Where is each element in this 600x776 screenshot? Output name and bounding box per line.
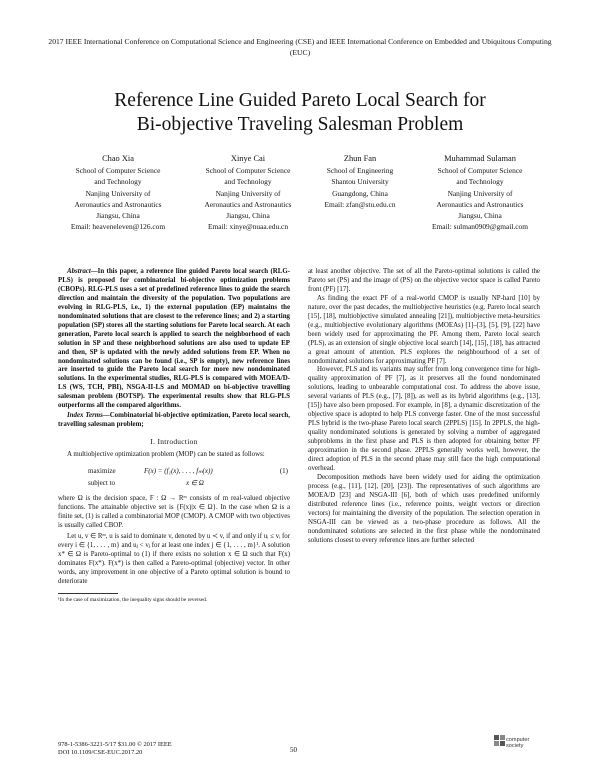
author-affil: Jiangsu, China xyxy=(458,211,502,221)
eq-constraint: x ∈ Ω xyxy=(186,479,204,488)
author-affil: Nanjing University of xyxy=(215,188,281,198)
intro-paragraph-3: Let u, v ∈ Rᵐ, u is said to dominate v, denoted by u ≺ v, if and only if uᵢ ≤ vᵢ for every i ∈ {1, . . . , m} and uⱼ < vⱼ for at least one index j ∈ {1, . . . , m}¹. A solution x* ∈ Ω is Pareto-optimal to (1) if there exists no solution x ∈ Ω such that F(x) dominates F(x*). F(x*) is then called a Pareto-optimal (objective) vector. In other words, any improvement in one objective of a Pareto optimal solution is bound to deteriorate xyxy=(58,532,290,585)
right-paragraph-1: at least another objective. The set of all the Pareto-optimal solutions is called the Pareto set (PS) and the image of (PS) on the objective vector space is called Pareto front (PF) [17]. xyxy=(308,268,540,293)
author-email: Email: sulman0909@gmail.com xyxy=(432,222,528,232)
author-block-4 xyxy=(416,153,544,232)
author-email: Email: xinye@nuaa.edu.cn xyxy=(207,222,289,232)
author-affil: Jiangsu, China xyxy=(96,211,140,221)
eq-subject-to: subject to xyxy=(88,479,116,488)
title-line-2: Bi-objective Traveling Salesman Problem xyxy=(136,114,464,135)
right-paragraph-3: However, PLS and its variants may suffer from long convergence time for high-quality approximation of PF [7], as it preserves all the found nondominated solutions, leading to unbearable computational cost. To address the above issue, several variants of PLS (e.g., [7], [8]), as well as its hybrid algorithms (e.g., [13], [15]) have also been proposed. For example, in [8], a dynamic discretization of the objective space is adopted to help PLS converge faster. One of the most successful PLS hybrid is the two-phase Pareto local search (2PPLS) [15]. In 2PPLS, the high-quality nondominated solutions is generated by solving a number of aggregated subproblems in the first phase and PLS is then adopted for obtaining better PF approximation in the second phase. 2PPLS generally works well, however, the direct adoption of PLS in the second phase may still face the high computational overhead. xyxy=(308,366,540,472)
author-block-1 xyxy=(58,153,178,232)
footer-doi: DOI 10.1109/CSE-EUC.2017.20 xyxy=(58,749,143,756)
author-affil: Guangdong, China xyxy=(332,188,388,198)
author-affil: and Technology xyxy=(456,177,504,187)
author-affil: Shantou University xyxy=(331,177,389,187)
index-terms: Index Terms—Combinatorial bi-objective optimization, Pareto local search, travelling salesman problem; xyxy=(58,412,290,429)
eq-objective: F(x) = (f₁(x), . . . , fₘ(x)) xyxy=(144,467,213,476)
right-paragraph-4: Decomposition methods have been widely used for aiding the optimization process (e.g., [11], [12], [20], [23]). The representatives of such algorithms are MOEA/D [23] and NSGA-III [6], both of which uses predefined uniformly distributed reference lines (i.e., reference points, weight vectors or direction vectors) for maintaining the diversity of the population. The selection operation in NSGA-III can be viewed as a two-phase procedure as follows. All the nondominated solutions are selected in the first phase while the nondominated solutions closest to every reference lines are further selected xyxy=(308,473,540,544)
author-name: Xinye Cai xyxy=(230,154,266,163)
author-block-3 xyxy=(310,153,410,210)
index-terms-label: Index Terms xyxy=(67,412,103,420)
author-affil: and Technology xyxy=(224,177,272,187)
equation-1 xyxy=(58,465,290,491)
abstract-label: Abstract xyxy=(67,268,91,275)
author-block-2 xyxy=(188,153,308,232)
author-affil: School of Computer Science xyxy=(75,166,161,176)
abstract: Abstract—In this paper, a reference line guided Pareto local search (RLG-PLS) is proposed for combinatorial bi-objective optimization problems (CBOPs). RLG-PLS uses a set of predefined reference lines to guide the search direction and maintain the diversity of the population. Two populations are evolving in RLG-PLS, i.e., 1) the external population (EP) maintains the nondominated solutions that are closest to the reference lines; and 2) a starting population (SP) stores all the starting solutions for Pareto local search. At each generation, Pareto local search is applied to search the neighborhood of each solution in SP and these neighborhood solutions are also used to update EP and then, SP is updated with the newly added solutions from EP. When no nondominated solutions can be found (i.e., SP is empty), new reference lines are inserted to guide the Pareto local search for more new nondominated solutions. In the experimental studies, RLG-PLS is compared with MOEA/D-LS (WS, TCH, PBI), NSGA-II-LS and MOMAD on bi-objective travelling salesman problem (BOTSP). The experimental results show that RLG-PLS outperforms all the compared algorithms. xyxy=(58,268,290,410)
author-affil: Nanjing University of xyxy=(85,188,151,198)
abstract-text: In this paper, a reference line guided Pareto local search (RLG-PLS) is proposed for combinatorial bi-objective optimization problems (CBOPs). RLG-PLS uses a set of predefined reference lines to guide the search direction and maintain the diversity of the population. Two populations are evolving in RLG-PLS, i.e., 1) the external population (EP) maintains the nondominated solutions that are closest to the reference lines; and 2) a starting population (SP) stores all the starting solutions for Pareto local search. At each generation, Pareto local search is applied to search the neighborhood of each solution in SP and these neighborhood solutions are also used to update EP and then, SP is updated with the newly added solutions from EP. When no nondominated solutions can be found (i.e., SP is empty), new reference lines are inserted to guide the Pareto local search for more new nondominated solutions. In the experimental studies, RLG-PLS is compared with MOEA/D-LS (WS, TCH, PBI), NSGA-II-LS and MOMAD on bi-objective travelling salesman problem (BOTSP). The experimental results show that RLG-PLS outperforms all the compared algorithms. xyxy=(58,268,290,410)
author-affil: Aeronautics and Astronautics xyxy=(436,199,524,209)
computer-society-logo xyxy=(492,731,542,759)
intro-paragraph-1: A multiobjective optimization problem (MOP) can be stated as follows: xyxy=(67,451,265,459)
footer-copyright xyxy=(58,741,172,757)
author-affil: Aeronautics and Astronautics xyxy=(74,199,162,209)
author-affil: and Technology xyxy=(94,177,142,187)
title-line-1: Reference Line Guided Pareto Local Search for xyxy=(114,90,486,111)
intro-paragraph-2: where Ω is the decision space, F : Ω → Rᵐ consists of m real-valued objective functions. The attainable objective set is {F(x)|x ∈ Ω}. In the case when Ω is a finite set, (1) is called a combinatorial MOP (CMOP). A CMOP with two objectives is usually called CBOP. xyxy=(58,495,290,529)
index-terms-text: Combinatorial bi-objective optimization, Pareto local search, travelling salesman problem; xyxy=(58,412,290,429)
author-affil: Nanjing University of xyxy=(447,188,513,198)
section-heading: I. Introduction xyxy=(150,437,198,447)
author-affil: School of Computer Science xyxy=(205,166,291,176)
right-column xyxy=(308,268,540,546)
author-email: Email: heaveneleven@126.com xyxy=(70,222,166,232)
author-affil: School of Computer Science xyxy=(437,166,523,176)
footnote: ¹In the case of maximization, the inequality signs should be reversed. xyxy=(58,596,208,603)
right-paragraph-2: As finding the exact PF of a real-world CMOP is usually NP-hard [10] by nature, over the past decades, the multiobjective heuristics (e.g. Pareto local search [15], [18], multiobjective simulated annealing [21]), multiobjective meta-heursitics (e.g., multiobjective evolutionary algorithms (MOEAs) [1]–[3], [5], [9], [22] have been widely used for approximating the PF. Among them, Pareto local search (PLS), as an extension of single objective local search [14], [15], [18], has attracted a great amount of attention. PLS explores the neighbourhood of a set of nondominated solutions for approximating PF [7]. xyxy=(308,294,540,365)
eq-number: (1) xyxy=(279,467,288,476)
author-email: Email: zfan@stu.edu.cn xyxy=(324,199,396,209)
footer-isbn: 978-1-5386-3221-5/17 $31.00 © 2017 IEEE xyxy=(58,741,172,748)
author-name: Muhammad Sulaman xyxy=(444,154,516,163)
left-column xyxy=(58,268,290,604)
logo-text: computer society xyxy=(506,737,530,749)
paper-title xyxy=(40,89,560,137)
page-number: 50 xyxy=(290,746,297,754)
eq-maximize: maximize xyxy=(88,467,116,476)
author-name: Zhun Fan xyxy=(343,154,377,163)
author-name: Chao Xia xyxy=(102,154,134,163)
author-affil: School of Engineering xyxy=(326,166,394,176)
conference-header: 2017 IEEE International Conference on Computational Science and Engineering (CSE) and IEEE International Conference on Embedded and Ubiquitous Computing (EUC) xyxy=(48,37,552,57)
author-affil: Aeronautics and Astronautics xyxy=(204,199,292,209)
author-affil: Jiangsu, China xyxy=(226,211,270,221)
footnote-rule xyxy=(58,593,118,594)
